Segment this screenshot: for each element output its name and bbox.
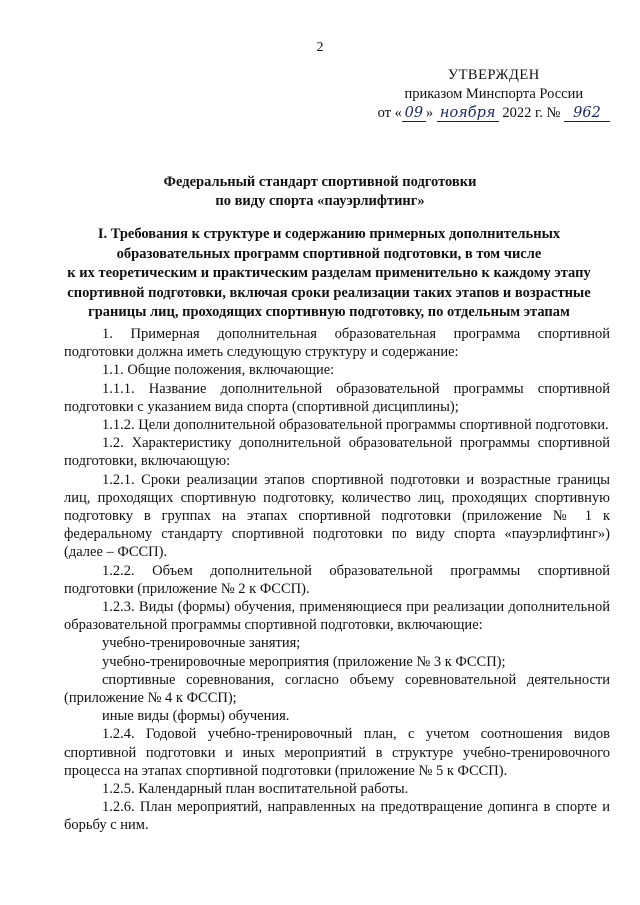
date-year: 2022 г. № xyxy=(502,105,561,121)
paragraph: иные виды (формы) обучения. xyxy=(102,708,290,725)
title-line-2: по виду спорта «пауэрлифтинг» xyxy=(215,193,425,209)
approval-date xyxy=(378,104,610,123)
paragraph: 1.2.3. Виды (формы) обучения, применяющиеся при реализации дополнительной образовательной программы спортивной подготовки, включающие: xyxy=(64,599,610,634)
approval-block xyxy=(378,66,610,123)
paragraph: 1.1.2. Цели дополнительной образовательной программы спортивной подготовки. xyxy=(102,417,609,434)
paragraph: 1.2. Характеристику дополнительной образовательной программы спортивной подготовки, включающую: xyxy=(64,435,610,470)
approval-heading: УТВЕРЖДЕН xyxy=(447,67,540,83)
document-body xyxy=(64,325,610,835)
handwritten-month: ноября xyxy=(437,106,499,122)
paragraph: учебно-тренировочные мероприятия (приложение № 3 к ФССП); xyxy=(102,653,506,670)
paragraph: 1.2.6. План мероприятий, направленных на предотвращение допинга в спорте и борьбу с ним. xyxy=(64,799,610,834)
section-heading xyxy=(58,225,600,323)
paragraph: учебно-тренировочные занятия; xyxy=(102,635,301,652)
title-line-1: Федеральный стандарт спортивной подготовки xyxy=(163,174,477,190)
approval-order: приказом Минспорта России xyxy=(404,86,584,102)
handwritten-order-number: 962 xyxy=(564,106,610,122)
date-mid: » xyxy=(425,105,434,121)
paragraph: 1.2.4. Годовой учебно-тренировочный план, с учетом соотношения видов спортивной подготовки и иных мероприятий в структуре учебно-тренировочного процесса на этапах спортивной подготовки (приложение № 5 к ФССП). xyxy=(64,726,610,779)
document-title xyxy=(60,173,580,211)
paragraph: 1.1.1. Название дополнительной образовательной программы спортивной подготовки с указанием вида спорта (спортивной дисциплины); xyxy=(64,380,610,415)
handwritten-day: 09 xyxy=(402,106,426,122)
page-number: 2 xyxy=(316,40,324,55)
section-line-4: спортивной подготовки, включая сроки реализации таких этапов и возрастные xyxy=(67,284,591,301)
paragraph: 1.2.1. Сроки реализации этапов спортивной подготовки и возрастные границы лиц, проходящих спортивную подготовку, количество лиц, проходящих спортивную подготовку в группах на этапах спортивной подготовки (приложение № 1 к федеральному стандарту спортивной подготовки по виду спорта «пауэрлифтинг») (далее – ФССП). xyxy=(64,471,610,561)
paragraph: 1. Примерная дополнительная образовательная программа спортивной подготовки должна иметь следующую структуру и содержание: xyxy=(64,326,610,361)
section-line-3: к их теоретическим и практическим разделам применительно к каждому этапу xyxy=(67,265,591,281)
section-line-2: образовательных программ спортивной подготовки, в том числе xyxy=(116,245,542,262)
paragraph: спортивные соревнования, согласно объему соревновательной деятельности (приложение № 4 к ФССП); xyxy=(64,671,610,707)
section-line-1: I. Требования к структуре и содержанию примерных дополнительных xyxy=(97,226,561,242)
paragraph: 1.2.2. Объем дополнительной образовательной программы спортивной подготовки (приложение № 2 к ФССП). xyxy=(64,562,610,597)
section-line-5: границы лиц, проходящих спортивную подготовку, по отдельным этапам xyxy=(88,304,570,320)
date-prefix: от « xyxy=(377,105,402,121)
paragraph: 1.1. Общие положения, включающие: xyxy=(102,362,335,379)
paragraph: 1.2.5. Календарный план воспитательной работы. xyxy=(102,781,409,798)
